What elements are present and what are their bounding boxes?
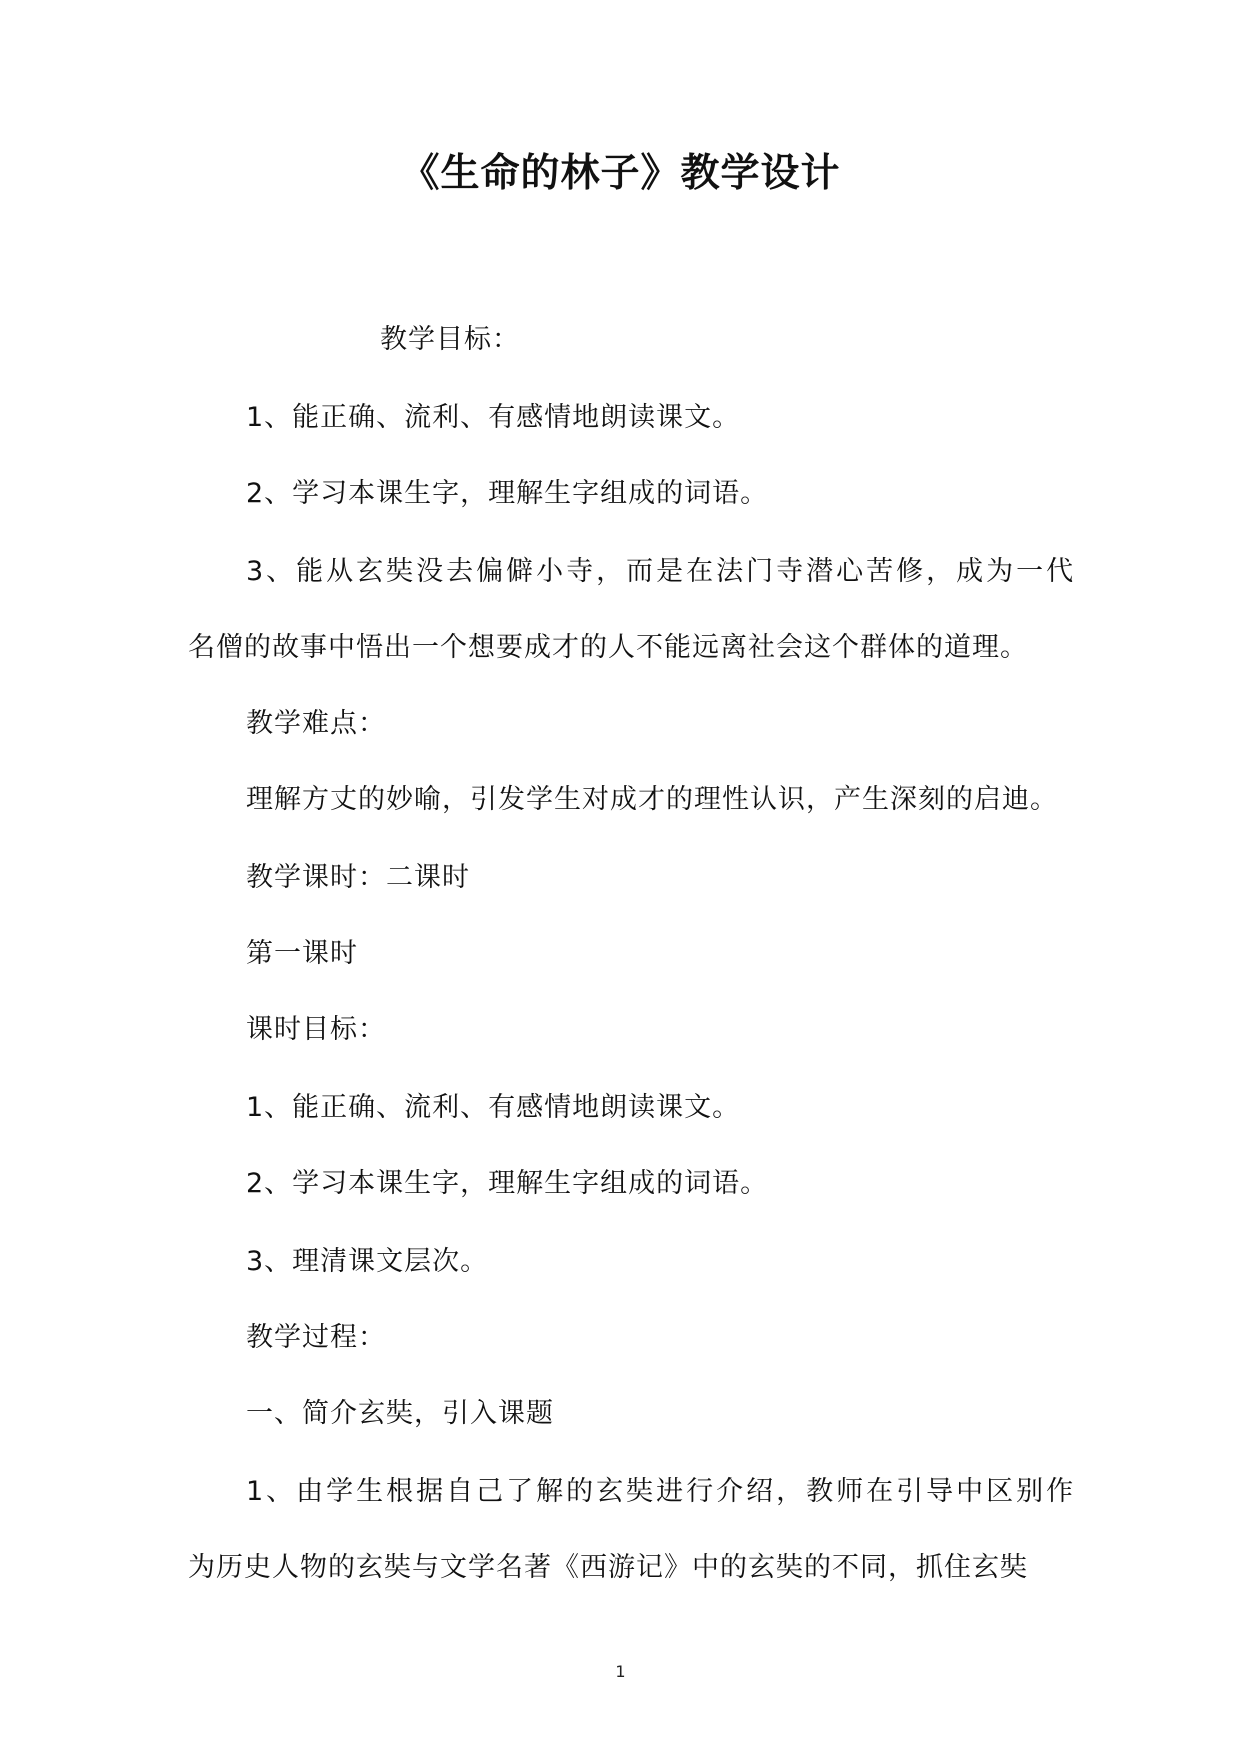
- heading-difficulty: 教学难点：: [246, 708, 386, 739]
- heading-teaching-goals: 教学目标：: [380, 324, 520, 355]
- goal-item-1: 1、能正确、流利、有感情地朗读课文。: [246, 402, 741, 433]
- process-item-1-continued: 为历史人物的玄奘与文学名著《西游记》中的玄奘的不同，抓住玄奘: [188, 1552, 1028, 1583]
- goal-item-3: 3、能从玄奘没去偏僻小寺，而是在法门寺潜心苦修，成为一代: [246, 556, 1077, 587]
- process-section-1: 一、简介玄奘，引入课题: [246, 1398, 554, 1429]
- goal-item-2: 2、学习本课生字，理解生字组成的词语。: [246, 478, 769, 509]
- lesson-goal-item-3: 3、理清课文层次。: [246, 1246, 489, 1277]
- heading-teaching-process: 教学过程：: [246, 1322, 386, 1353]
- lesson-goal-item-1: 1、能正确、流利、有感情地朗读课文。: [246, 1092, 741, 1123]
- process-item-1: 1、由学生根据自己了解的玄奘进行介绍，教师在引导中区别作: [246, 1476, 1077, 1507]
- lesson-goal-item-2: 2、学习本课生字，理解生字组成的词语。: [246, 1168, 769, 1199]
- difficulty-text: 理解方丈的妙喻，引发学生对成才的理性认识，产生深刻的启迪。: [246, 784, 1058, 815]
- class-hours: 教学课时：二课时: [246, 862, 470, 893]
- page-number: 1: [615, 1662, 626, 1681]
- heading-first-lesson: 第一课时: [246, 938, 358, 969]
- document-title: 《生命的林子》教学设计: [400, 151, 841, 196]
- goal-item-3-continued: 名僧的故事中悟出一个想要成才的人不能远离社会这个群体的道理。: [188, 632, 1028, 663]
- heading-lesson-goals: 课时目标：: [246, 1014, 386, 1045]
